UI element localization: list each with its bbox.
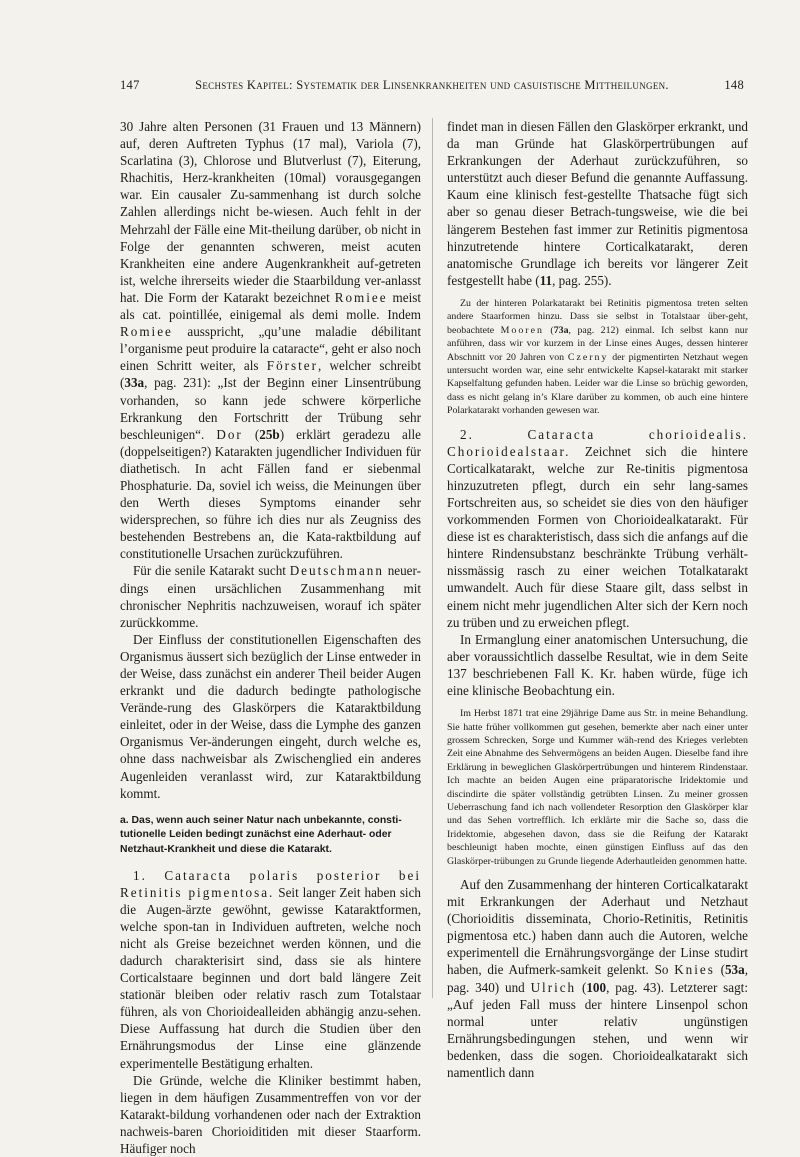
right-column — [447, 118, 748, 1081]
paragraph: 2. Cataracta chorioidealis. Chorioidealstaar. Zeichnet sich die hintere Corticalkatarakt, welche zur Re-tinitis pigmentosa hinzuzutreten pflegt, durch ein sehr lang-sames Fortschreiten aus, so scheidet sie dies von den häufiger vorkommenden Formen von Chorioidealkatarakt. Für diese ist es charakteristisch, dass sich die anfangs auf die hintere Rindensubstanz beschränkte Trübung verhält-nissmässig rasch zu einer weichen Totalkatarakt umwandelt. Auch für diese Staare gilt, dass selbst in einem nicht mehr jugendlichen Alter sich der Kern noch zu trüben und zu erweichen pflegt. — [447, 426, 748, 630]
left-column — [120, 118, 421, 1157]
author-name: Romiee — [334, 289, 388, 305]
subsection-title: 2. Cataracta chorioidealis. Chorioidealstaar. — [447, 426, 748, 459]
column-divider — [432, 118, 433, 998]
reference-number: 100 — [586, 979, 607, 995]
author-name: Ulrich — [530, 979, 577, 995]
reference-number: 25b — [259, 426, 280, 442]
reference-number: 53a — [724, 962, 745, 978]
case-note-paragraph: Im Herbst 1871 trat eine 29jährige Dame aus Str. in meine Behandlung. Sie hatte früher vollkommen gut gesehen, bemerkte aber nach einer unter grossem Schrecken, Sorge und Kummer wäh-rend des Krieges verlebten Zeit eine Abnahme des Sehvermögens an beiden Augen. Dieselbe fand ihre Erklärung in beweglichen Glaskörpertrübungen und hinterem Rindenstaar. Ich machte an beiden Augen eine präparatorische Iridektomie und discindirte die später vollständig getrübten Linsen. Zu meiner grossen Ueberraschung fand ich nach vollendeter Resorption den Glaskörper klar und das Sehen vortrefflich. Ich erklärte mir die Sache so, dass die Iridektomie, abgesehen davon, dass sie die Reifung der Katarakt beschleunigt haben mochte, einen günstigen Einfluss auf das den Glaskörper-trübungen zu Grunde liegende Aderhautleiden genommen hatte. — [447, 708, 748, 867]
paragraph: Der Einfluss der constitutionellen Eigenschaften des Organismus äussert sich bezüglich der Linse entweder in der Weise, dass zunächst ein anderer Theil beider Augen erkrankt und die dadurch bedingte pathologische Verände-rung des Glaskörpers die Kataraktbildung einleitet, oder in der Weise, dass die Lymphe des ganzen Organismus Ver-änderungen eingeht, durch welche es, ohne dass nachweisbar als Zwischenglied ein anderes Augenleiden veranlasst wird, zur Kataraktbildung kommt. — [120, 631, 421, 801]
reference-number: 11 — [539, 272, 553, 288]
running-title: Sechstes Kapitel: Systematik der Linsenkrankheiten und casuistische Mittheilungen. — [195, 78, 669, 92]
paragraph: findet man in diesen Fällen den Glaskörper erkrankt, und da man Gründe hat Glaskörpertrübungen auf Erkrankungen der Aderhaut zurückzuführen, so unterstützt auch dieser Befund die genannte Auffassung. Kaum eine klinisch fest-gestellte Thatsache fügt sich aber so genau dieser Betrach-tungsweise, wie die bei längerem Bestehen fast immer zur Retinitis pigmentosa hinzutretende hintere Corticalkatarakt, deren anatomische Grundlage ich bereits vor längerer Zeit festgestellt habe (11, pag. 255). — [447, 119, 748, 288]
author-name: Romiee — [120, 324, 173, 340]
paragraph: Für die senile Katarakt sucht Deutschmann neuer-dings einen ursächlichen Zusammenhang mit chronischer Nephritis nachzuweisen, worauf ich später zurückkomme. — [120, 563, 421, 630]
paragraph: Auf den Zusammenhang der hinteren Corticalkatarakt mit Erkrankungen der Aderhaut und Netzhaut (Chorioiditis disseminata, Chorio-Retinitis, Retinitis pigmentosa etc.) haben dann auch die Autoren, welche experimentell die Ernährungsvorgänge der Linse studirt haben, die Aufmerk-samkeit gelenkt. So Knies (53a, pag. 340) und Ulrich (100, pag. 43). Letzterer sagt: „Auf jeden Fall muss der hintere Linsenpol schon normal unter relativ ungünstigen Ernährungsbedingungen stehen, und wenn wir bedenken, dass die sogen. Chorioidealkatarakt sich namentlich dann — [447, 876, 748, 1080]
note-paragraph: Zu der hinteren Polarkatarakt bei Retinitis pigmentosa treten selten andere Staarformen hinzu. Dass sie selbst in Totalstaar über-geht, beobachtete Mooren (73a, pag. 212) einmal. Ich selbst kann nur anführen, dass wir vor kurzem in der Linse eines Auges, dessen hinterer Abschnitt vor 20 Jahren von Czerny der pigmentirten Netzhaut wegen untersucht worden war, eine sehr entwickelte Kapsel-katarakt mit starker Kapselfaltung gefunden haben. Leider war die Linse so brüchig geworden, dass es nicht gelang in’s Klare darüber zu kommen, ob auch eine hintere Polarkatarakt vorhanden gewesen war. — [447, 297, 748, 417]
paragraph: 30 Jahre alten Personen (31 Frauen und 13 Männern) auf, deren Auftreten Typhus (17 mal), Variola (7), Scarlatina (3), Chlorose und Blutverlust (7), Eiterung, Rhachitis, Herz-krankheiten (10mal) vorausgegangen war. Ein causaler Zu-sammenhang ist durch solche Zahlen allerdings nicht be-wiesen. Auch fehlt in der Mehrzahl der Fälle eine Mit-theilung darüber, ob nicht in Folge der genannten schweren, meist acuten Krankheiten eine andere Augenkrankheit auf-getreten ist, welche ihrerseits wieder die Staarbildung ver-anlasst hat. Die Form der Katarakt bezeichnet Romiee meist als cat. pointillée, einigemal als demi molle. Indem Romiee ausspricht, „qu’une maladie débilitant l’organisme peut produire la cataracte“, geht er also noch einen Schritt weiter, als Förster, welcher schreibt (33a, pag. 231): „Ist der Beginn einer Linsentrübung vorhanden, so kann jede schwere körperliche Erkrankung den Fortschritt der Trübung sehr beschleunigen“. Dor (25b) erklärt geradezu alle (doppelseitigen?) Katarakten jugendlicher Individuen für diathetisch. In acht Fällen fand er siebenmal Phosphaturie. Da, soviel ich weiss, die Meinungen über den Werth dieses Symptoms einander sehr widersprechen, so führe ich dies nur als Zeugniss des bestehenden Bestrebens an, die Kata-raktbildung auf constitutionelle Ursachen zurückzuführen. — [120, 119, 422, 562]
paragraph: Die Gründe, welche die Kliniker bestimmt haben, liegen in dem häufigen Zusammentreffen von vor der Katarakt-bildung vorhandenen oder nach der Extraktion nachweis-baren Chorioiditiden mit dieser Staarform. Häufiger noch — [120, 1072, 421, 1157]
reference-number: 73a — [553, 324, 569, 336]
author-name: Dor — [216, 426, 243, 442]
author-name: Knies — [674, 962, 715, 978]
author-name: Czerny — [567, 351, 609, 363]
author-name: Mooren — [500, 324, 544, 336]
section-heading: a. Das, wenn auch seiner Natur nach unbekannte, consti-tutionelle Leiden bedingt zunächst eine Aderhaut- oder Netzhaut-Krankheit und diese die Katarakt. — [120, 814, 402, 855]
page-number-right: 148 — [724, 78, 744, 92]
subsection-title: 1. Cataracta polaris posterior bei Retinitis pigmentosa. — [120, 867, 421, 900]
paragraph: In Ermanglung einer anatomischen Untersuchung, die aber voraussichtlich dasselbe Resultat, wie in dem Seite 137 beschriebenen Fall K. Kr. haben würde, füge ich eine klinische Beobachtung ein. — [447, 631, 748, 698]
author-name: Deutschmann — [289, 563, 384, 579]
page-number-left: 147 — [120, 78, 140, 92]
paragraph: 1. Cataracta polaris posterior bei Retinitis pigmentosa. Seit langer Zeit haben sich die Augen-ärzte gewöhnt, gewisse Kataraktformen, welche spon-tan in Individuen auftreten, welche noch nicht als Greise bezeichnet werden können, und die dadurch charakterisirt sind, dass sie als hintere Corticalstaare beginnen und dort bald längere Zeit stationär bleiben oder relativ rasch zum Totalstaar führen, als von Chorioidealleiden abhängig anzu-sehen. Diese Auffassung hat durch die Studien über den Ernährungsmodus der Linse eine glänzende experimentelle Bestätigung erhalten. — [120, 867, 421, 1071]
running-header — [120, 78, 744, 93]
reference-number: 33a — [124, 375, 145, 391]
author-name: Förster — [266, 358, 318, 374]
